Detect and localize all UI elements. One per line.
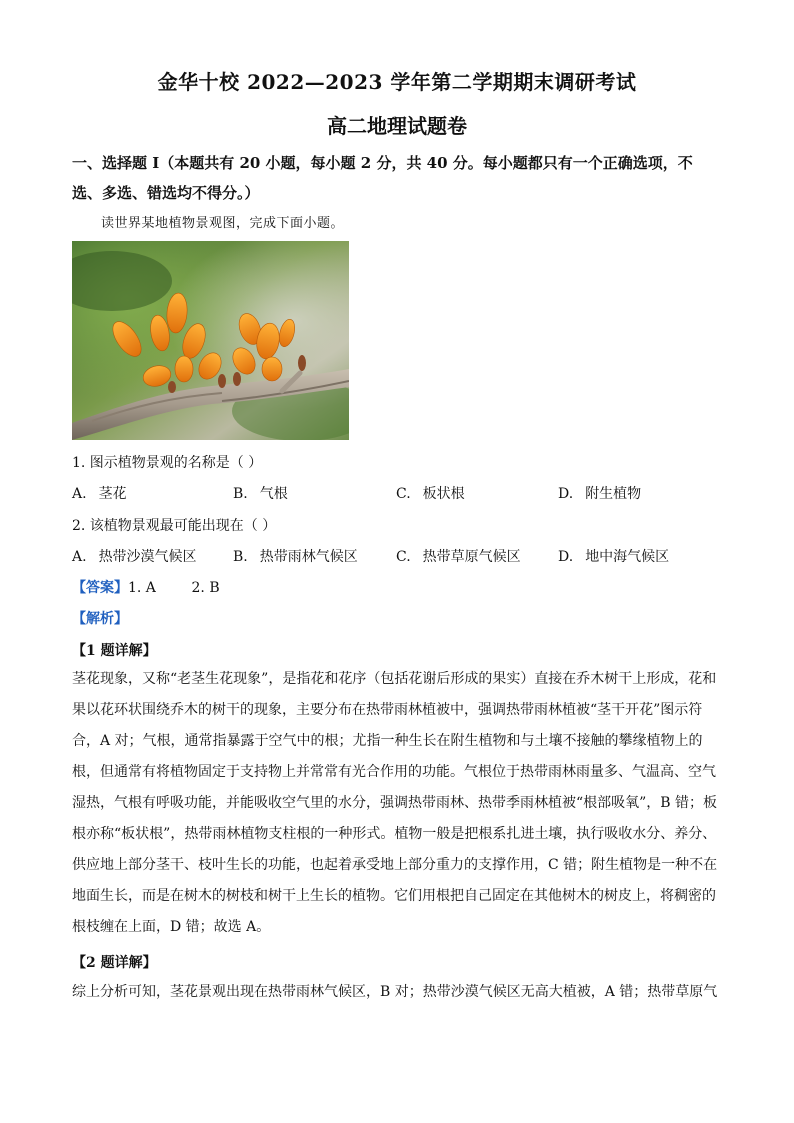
detail-2-paragraph [72,977,718,1008]
question-1-option-d: D. 附生植物 [558,486,642,502]
detail-1-line: 根枝缠在上面，D 错；故选 A。 [72,919,271,935]
plant-photo [72,241,349,440]
page-subtitle: 高二地理试题卷 [327,114,467,138]
question-2-option-d: D. 地中海气候区 [558,549,670,565]
detail-1-line: 茎花现象，又称“老茎生花现象”，是指花和花序（包括花谢后形成的果实）直接在乔木树干上形成，花和 [72,671,717,687]
answer-row [72,577,220,597]
detail-1-line: 供应地上部分茎干、枝叶生长的功能，也起着承受地上部分重力的支撑作用，C 错；附生植物是一种不在 [72,857,718,873]
section-heading-line-2: 选、多选、错选均不得分。） [72,184,260,202]
detail-1-heading: 【1 题详解】 [72,643,157,659]
detail-1-line: 湿热，气根有呼吸功能，并能吸收空气里的水分，强调热带雨林、热带季雨林植被“根部吸氧”，B 错；板 [72,795,718,811]
section-heading [72,148,722,208]
detail-1-paragraph [72,664,718,943]
question-intro: 读世界某地植物景观图，完成下面小题。 [101,216,345,231]
question-2-option-c: C. 热带草原气候区 [396,549,521,565]
question-1-option-a: A. 茎花 [72,486,127,502]
page-title: 金华十校 2022—2023 学年第二学期期末调研考试 [157,70,637,94]
detail-1-line: 地面生长，而是在树木的树枝和树干上生长的植物。它们用根把自己固定在其他树木的树皮上，将稠密的 [72,888,716,904]
detail-1-line: 果以花环状围绕乔木的树干的现象，主要分布在热带雨林植被中，强调热带雨林植被“茎干开花”图示符 [72,702,703,718]
question-1-option-b: B. 气根 [233,486,288,502]
section-heading-line-1: 一、选择题 I（本题共有 20 小题，每小题 2 分，共 40 分。每小题都只有一个正确选项，不 [72,154,693,172]
detail-1-line: 根，但通常有将植物固定于支持物上并常常有光合作用的功能。气根位于热带雨林雨量多、气温高、空气 [72,764,716,780]
question-1-option-c: C. 板状根 [396,486,465,502]
detail-1-line: 合，A 对；气根，通常指暴露于空气中的根；尤指一种生长在附生植物和与土壤不接触的攀缘植物上的 [72,733,703,749]
detail-2-heading: 【2 题详解】 [72,955,157,971]
answer-tag: 【答案】 [72,580,128,596]
answer-text: 1. A 2. B [128,580,220,596]
question-1-stem: 1. 图示植物景观的名称是（ ） [72,455,263,471]
detail-2-line: 综上分析可知，茎花景观出现在热带雨林气候区，B 对；热带沙漠气候区无高大植被，A 错；热带草原气 [72,984,718,1000]
question-2-option-a: A. 热带沙漠气候区 [72,549,197,565]
question-2-stem: 2. 该植物景观最可能出现在（ ） [72,518,277,534]
question-2-option-b: B. 热带雨林气候区 [233,549,358,565]
detail-1-line: 根亦称“板状根”，热带雨林植物支柱根的一种形式。植物一般是把根系扎进土壤，执行吸收水分、养分、 [72,826,717,842]
analysis-tag: 【解析】 [72,611,128,627]
